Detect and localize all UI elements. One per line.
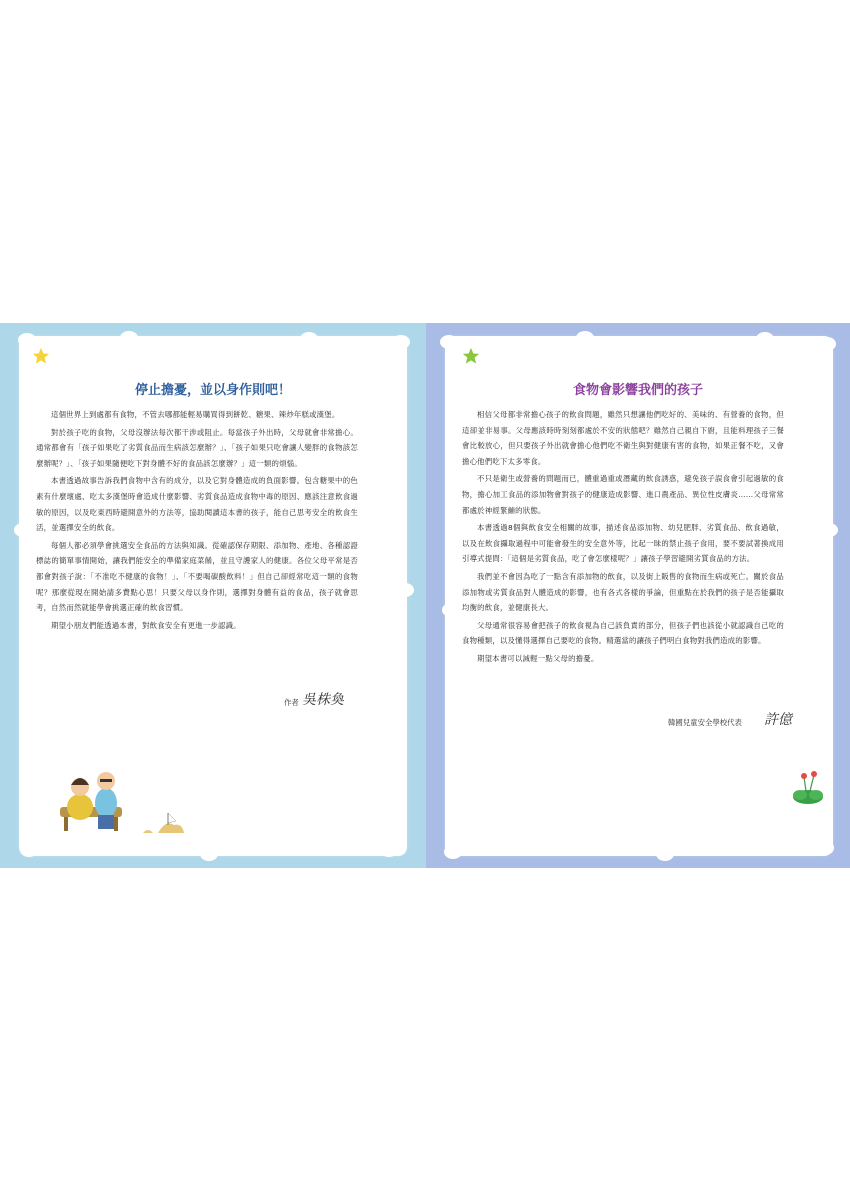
paragraph: 相信父母都非常擔心孩子的飲食問題，雖然只想讓他們吃好的、美味的、有營養的食物，但這卻並非易事。父母應該時時刻刻都處於不安的狀態吧？雖然自己親自下廚，且能料理孩子三餐會比較放心，但只要孩子外出就會擔心他們吃不衛生與對健康有害的食物，如果正餐不吃，又會擔心他們吃下太多零食。 — [462, 410, 784, 466]
paragraph: 父母通常很容易會把孩子的飲食視為自己該負責的部分，但孩子們也該從小就認識自己吃的食物種類，以及懂得選擇自己要吃的食物。精選當的讓孩子們明白食物對我們造成的影響。 — [462, 620, 784, 646]
paper-edge-blob — [14, 523, 32, 537]
paragraph: 本書透過故事告訴我們食物中含有的成分，以及它對身體造成的負面影響。包含糖果中的色素有什麼壞處、吃太多漢堡時會造成什麼影響、劣質食品造成食物中毒的原因、應該注意飲食過敏的原因，以及吃東西時避開意外的方法等，協助閱讀這本書的孩子，能自己思考安全的飲食生活，並選擇安全的飲食。 — [36, 476, 358, 533]
paper-edge-blob — [444, 845, 462, 859]
paper-edge-blob — [300, 332, 318, 346]
left-page-title: 停止擔憂，並以身作則吧！ — [134, 383, 291, 398]
paper-edge-blob — [816, 841, 834, 855]
flower-bush-illustration — [788, 769, 828, 805]
left-page — [0, 323, 426, 868]
signature-label: 韓國兒童安全學校代表 — [668, 718, 742, 727]
paper-edge-blob — [656, 847, 674, 861]
paper-edge-blob — [756, 332, 774, 346]
right-page-body — [462, 407, 784, 669]
paragraph: 本書透過8個與飲食安全相關的故事，描述食品添加物、幼兒肥胖、劣質食品、飲食過敏，以及在飲食攝取過程中可能會發生的安全意外等，比起一昧的禁止孩子食用，要不要試著換成用引導式提問：「這個是劣質食品，吃了會怎麼樣呢？」讓孩子學習避開劣質食品的方法。 — [462, 523, 784, 564]
paper-edge-blob — [380, 843, 398, 857]
grandparents-bench-illustration — [58, 763, 188, 839]
paper-edge-blob — [200, 847, 218, 861]
signature-label: 作者 — [284, 698, 299, 707]
paper-edge-blob — [576, 331, 594, 345]
paper-edge-blob — [440, 335, 458, 349]
paper-edge-blob — [20, 843, 38, 857]
paper-edge-blob — [820, 523, 838, 537]
paper-edge-blob — [18, 333, 36, 347]
yellow-star-icon — [32, 347, 50, 365]
signature-name: 許億 — [764, 712, 792, 728]
paper-edge-blob — [120, 331, 138, 345]
paragraph: 我們並不會因為吃了一點含有添加物的飲食，以及街上販售的食物而生病或死亡。關於食品添加物或劣質食品對人體造成的影響，也有各式各樣的爭論，但重點在於我們的孩子是否能攝取均衡的飲食，並健康長大。 — [462, 571, 784, 613]
book-spread — [0, 323, 850, 868]
green-star-icon — [462, 347, 480, 365]
paragraph: 對於孩子吃的食物，父母沒辦法每次都干涉或阻止。每當孩子外出時，父母就會非常擔心。通常都會有「孩子如果吃了劣質食品而生病該怎麼辦？」、「孩子如果只吃會讓人變胖的食物該怎麼辦呢？」、「孩子如果隨便吃下對身體不好的食品該怎麼辦？」這一類的煩惱。 — [36, 427, 358, 468]
paper-edge-blob — [396, 583, 414, 597]
paragraph: 期望本書可以減輕一點父母的擔憂。 — [477, 653, 599, 663]
paragraph: 不只是衛生或營養的問題而已，體重過重或潛藏的飲食誘惑，避免孩子誤食會引起過敏的食物，擔心加工食品的添加物會對孩子的健康造成影響、進口農產品、異位性皮膚炎……父母常常都處於神經緊繃的狀態。 — [462, 474, 784, 515]
paper-edge-blob — [442, 603, 460, 617]
signature-name: 吳株奐 — [302, 692, 344, 708]
paper-edge-blob — [818, 337, 836, 351]
paragraph: 這個世界上到處都有食物，不管去哪都能輕易購買得到餅乾、糖果、辣炒年糕或漢堡。 — [51, 410, 340, 419]
paragraph: 期望小朋友們能透過本書，對飲食安全有更進一步認識。 — [51, 620, 241, 630]
right-page-title: 食物會影響我們的孩子 — [572, 383, 703, 398]
left-page-body — [36, 407, 358, 635]
right-page — [426, 323, 850, 868]
paragraph: 每個人都必須學會挑選安全食品的方法與知識。從確認保存期限、添加物、產地、各種認證標誌的簡單事情開始，讓我們能安全的準備家庭菜餚，並且守護家人的健康。各位父母平常是否都會對孩子說：「不准吃不健康的食物！」、「不要喝碳酸飲料！」但自己卻經常吃這一類的食物呢？那麼從現在開始請多費點心思！只要父母以身作則，選擇對身體有益的食品，孩子就會思考，自然而然就能學會挑選正確的飲食習慣。 — [36, 540, 358, 613]
paper-edge-blob — [392, 335, 410, 349]
